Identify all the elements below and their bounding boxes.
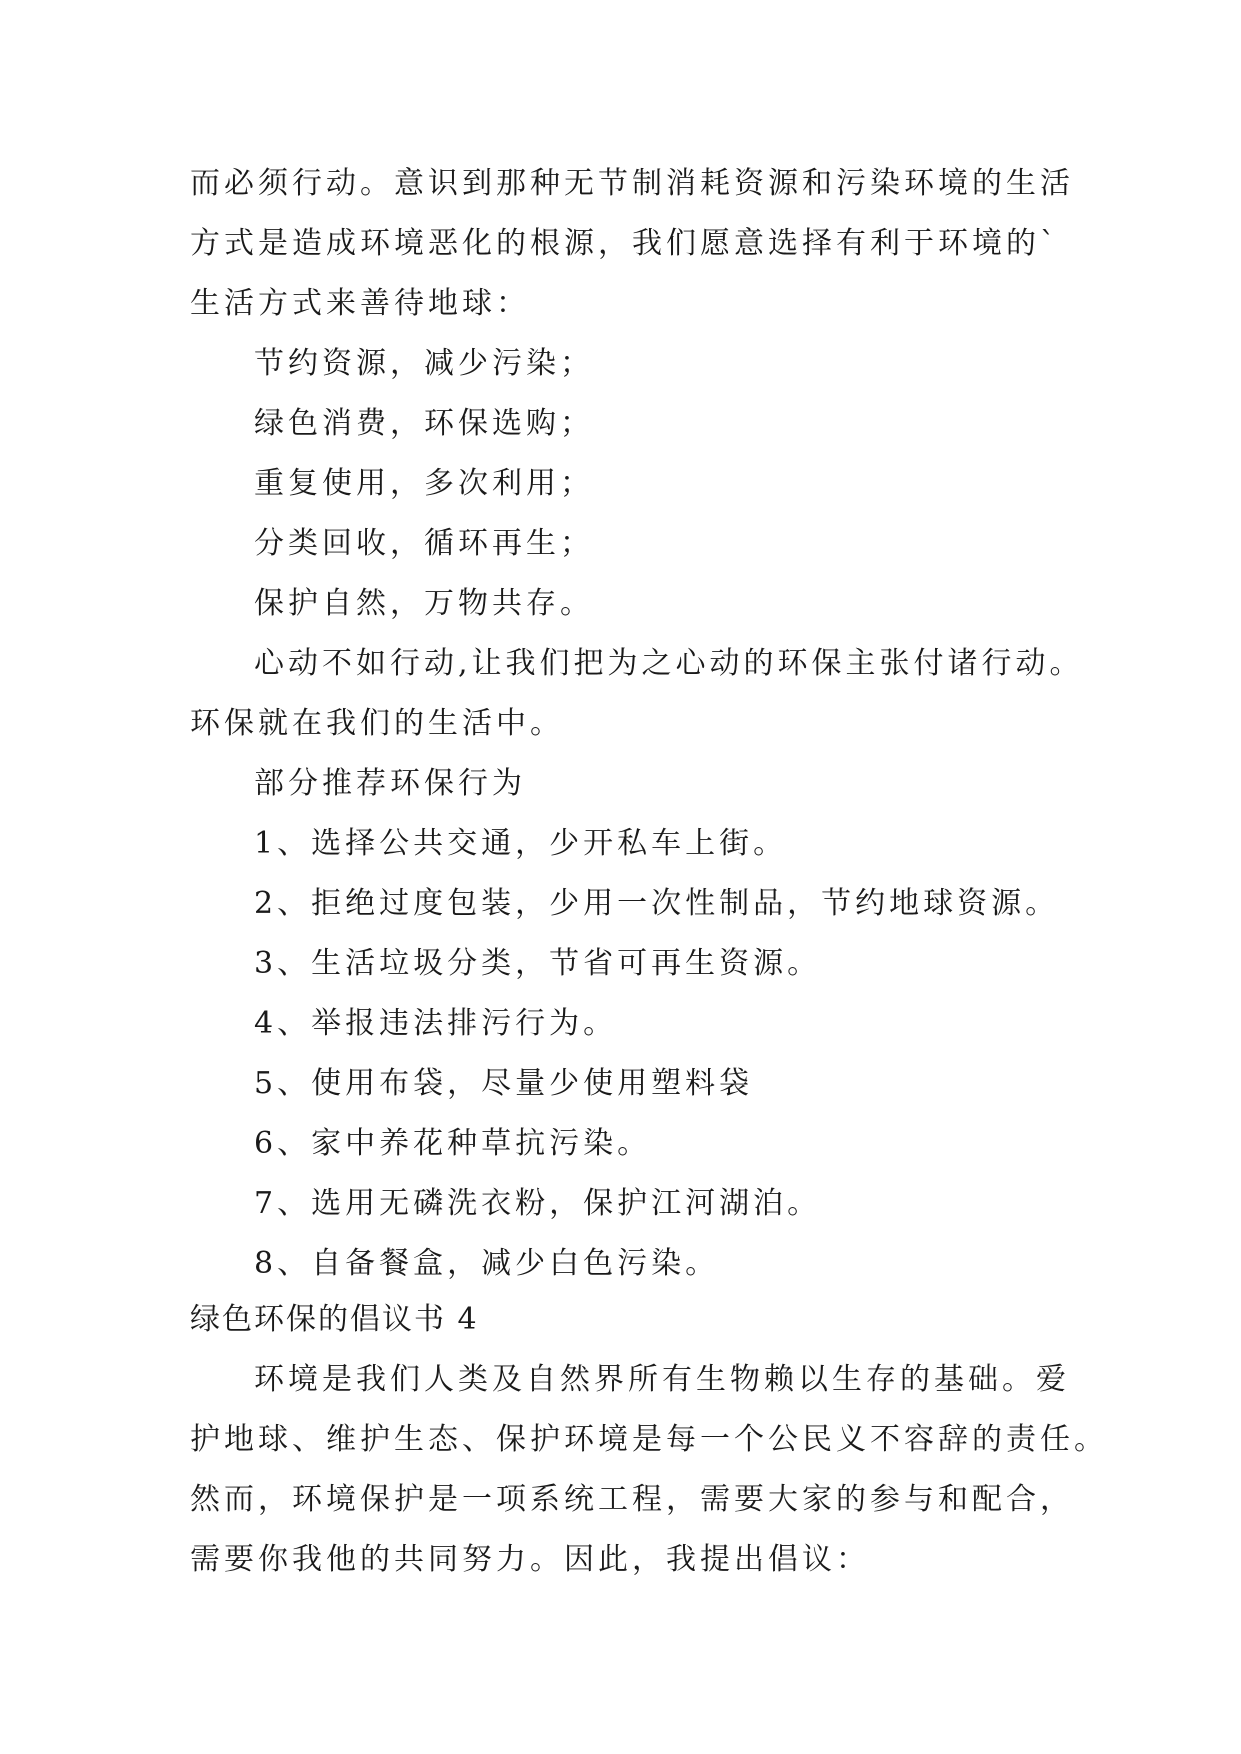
slogan-line: 保护自然，万物共存。	[254, 586, 594, 621]
paragraph-line: 心动不如行动,让我们把为之心动的环保主张付诸行动。	[254, 646, 1084, 681]
paragraph-line: 环保就在我们的生活中。	[190, 706, 564, 741]
paragraph-line: 而必须行动。意识到那种无节制消耗资源和污染环境的生活	[190, 166, 1074, 201]
slogan-line: 节约资源，减少污染；	[254, 346, 594, 381]
paragraph-line: 然而，环境保护是一项系统工程，需要大家的参与和配合，	[190, 1482, 1074, 1517]
slogan-line: 重复使用，多次利用；	[254, 466, 594, 501]
list-item: 8、自备餐盒，减少白色污染。	[254, 1246, 720, 1281]
slogan-line: 分类回收，循环再生；	[254, 526, 594, 561]
list-item: 7、选用无磷洗衣粉，保护江河湖泊。	[254, 1186, 822, 1221]
list-item: 3、生活垃圾分类，节省可再生资源。	[254, 946, 822, 981]
paragraph-line: 环境是我们人类及自然界所有生物赖以生存的基础。爱	[254, 1362, 1070, 1397]
section-heading: 绿色环保的倡议书 4	[190, 1302, 479, 1337]
paragraph-line: 方式是造成环境恶化的根源，我们愿意选择有利于环境的`	[190, 226, 1059, 261]
list-item: 2、拒绝过度包装，少用一次性制品，节约地球资源。	[254, 886, 1060, 921]
recommend-title: 部分推荐环保行为	[254, 766, 526, 801]
list-item: 5、使用布袋，尽量少使用塑料袋	[254, 1066, 754, 1101]
paragraph-line: 生活方式来善待地球：	[190, 286, 530, 321]
paragraph-line: 需要你我他的共同努力。因此，我提出倡议：	[190, 1542, 870, 1577]
list-item: 1、选择公共交通，少开私车上街。	[254, 826, 788, 861]
list-item: 4、举报违法排污行为。	[254, 1006, 618, 1041]
paragraph-line: 护地球、维护生态、保护环境是每一个公民义不容辞的责任。	[190, 1422, 1108, 1457]
slogan-line: 绿色消费，环保选购；	[254, 406, 594, 441]
list-item: 6、家中养花种草抗污染。	[254, 1126, 652, 1161]
